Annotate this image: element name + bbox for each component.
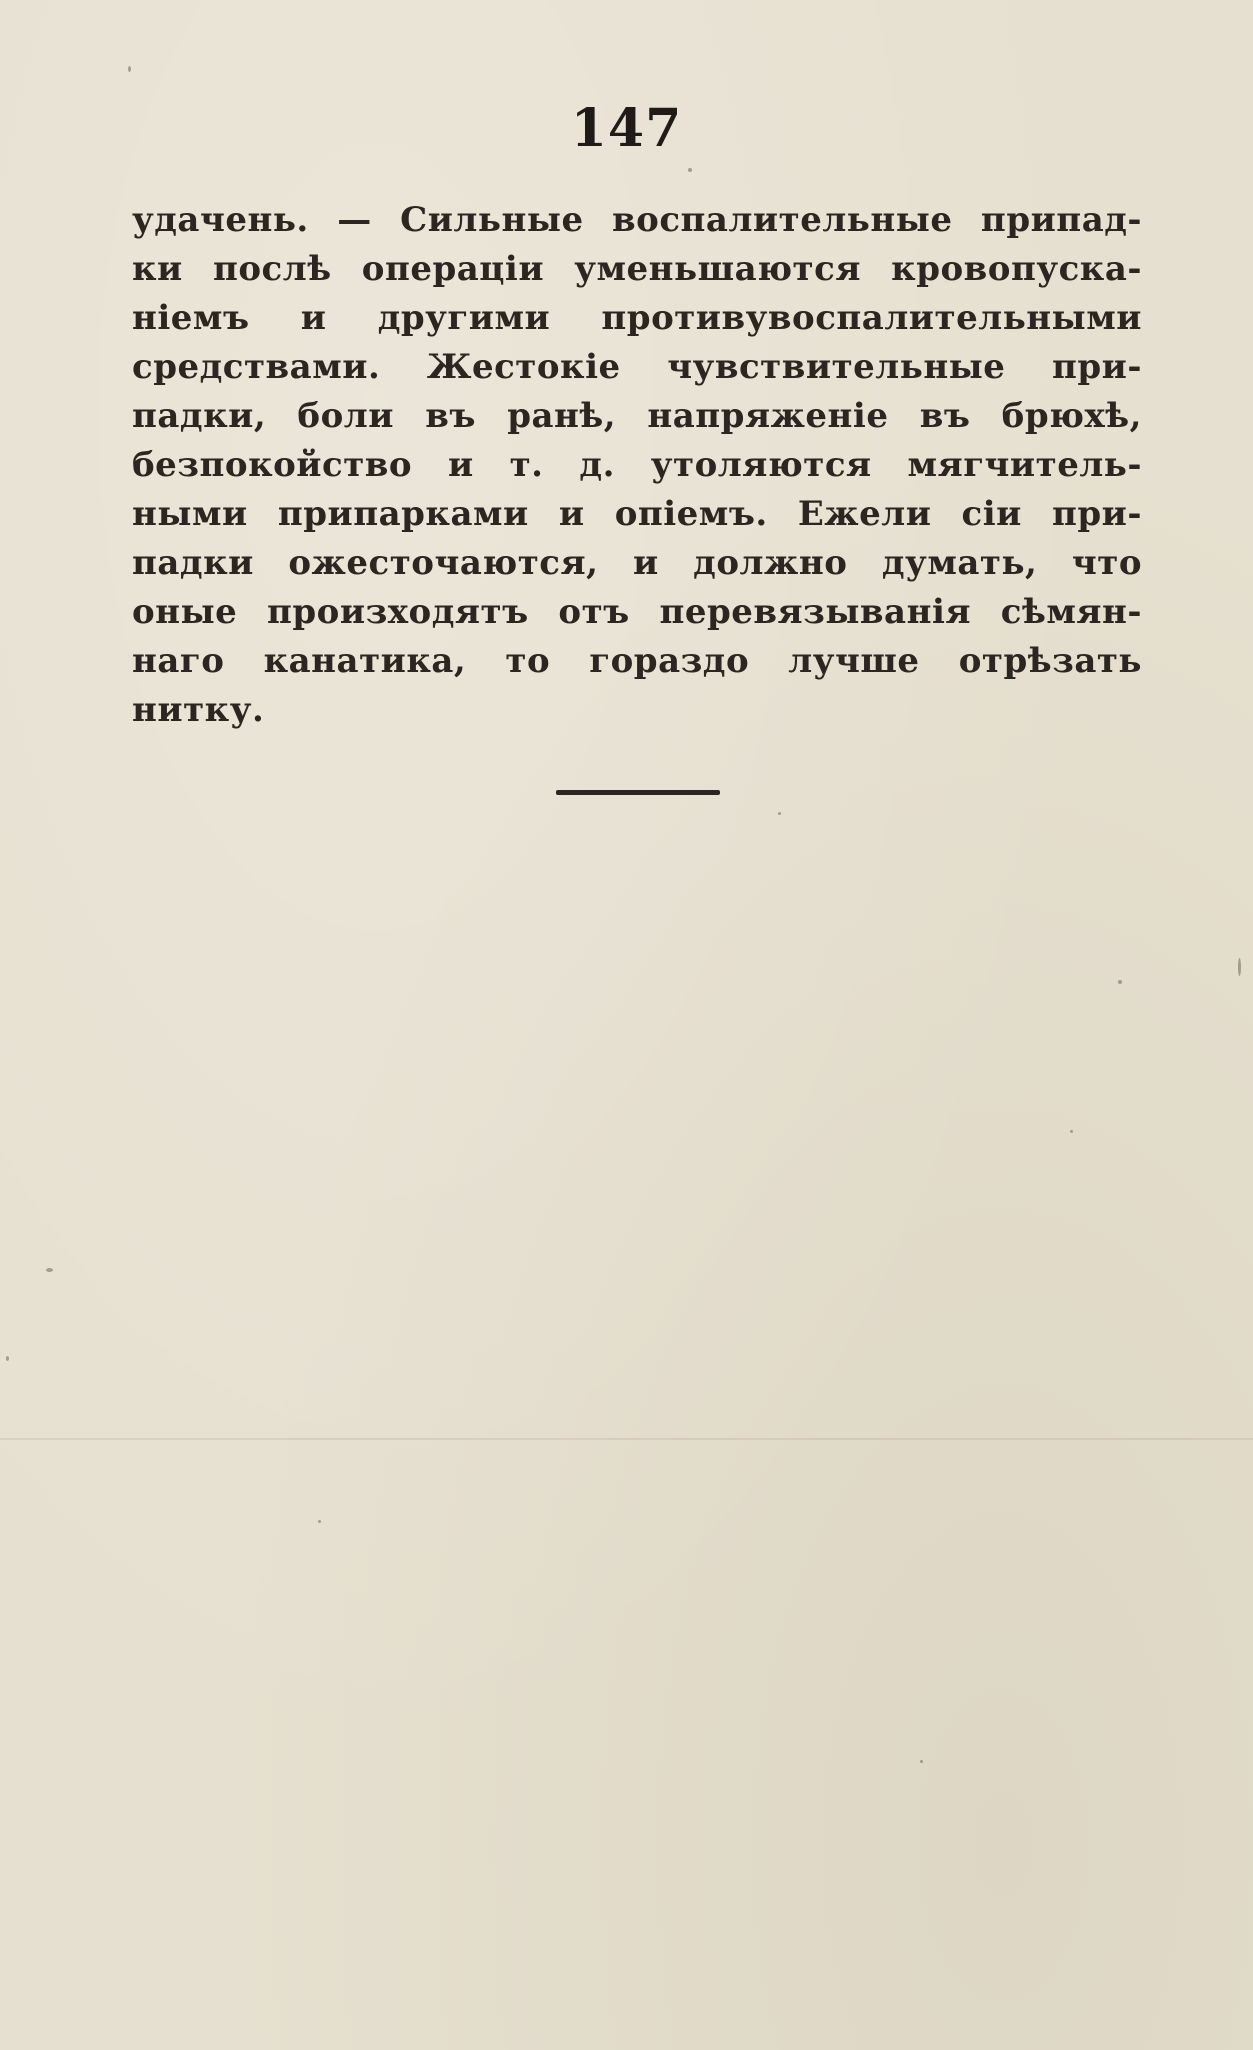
paper-fold-line xyxy=(0,1438,1253,1440)
text-line: падки, боли въ ранѣ, напряженіе въ брюхѣ, xyxy=(132,396,1142,436)
paper-speck xyxy=(46,1268,53,1272)
text-line: средствами. Жестокіе чувствительные при- xyxy=(132,347,1142,387)
text-line: оные произходятъ отъ перевязыванія сѣмян- xyxy=(132,592,1142,632)
text-line-last: нитку. xyxy=(132,690,265,730)
paper-speck xyxy=(920,1760,923,1763)
paper-speck xyxy=(128,66,131,72)
paper-speck xyxy=(318,1520,321,1523)
paper-speck xyxy=(778,812,781,815)
text-line: падки ожесточаются, и должно думать, что xyxy=(132,543,1142,583)
text-line: наго канатика, то гораздо лучше отрѣзать xyxy=(132,641,1142,681)
page-number: 147 xyxy=(570,98,683,159)
text-line: ки послѣ операціи уменьшаются кровопуска- xyxy=(132,249,1142,289)
text-line: удачень. — Сильные воспалительные припад- xyxy=(132,200,1142,240)
text-line: ніемъ и другими противувоспалительными xyxy=(132,298,1142,338)
paper-speck xyxy=(688,168,692,172)
body-text xyxy=(132,196,1142,735)
paper-speck xyxy=(1118,980,1122,984)
section-divider-rule xyxy=(556,790,720,795)
text-line: безпокойство и т. д. утоляются мягчитель- xyxy=(132,445,1142,485)
paper-speck xyxy=(1238,958,1241,976)
paper-speck xyxy=(6,1356,9,1361)
text-line: ными припарками и опіемъ. Ежели сіи при- xyxy=(132,494,1142,534)
paper-speck xyxy=(1070,1130,1073,1133)
